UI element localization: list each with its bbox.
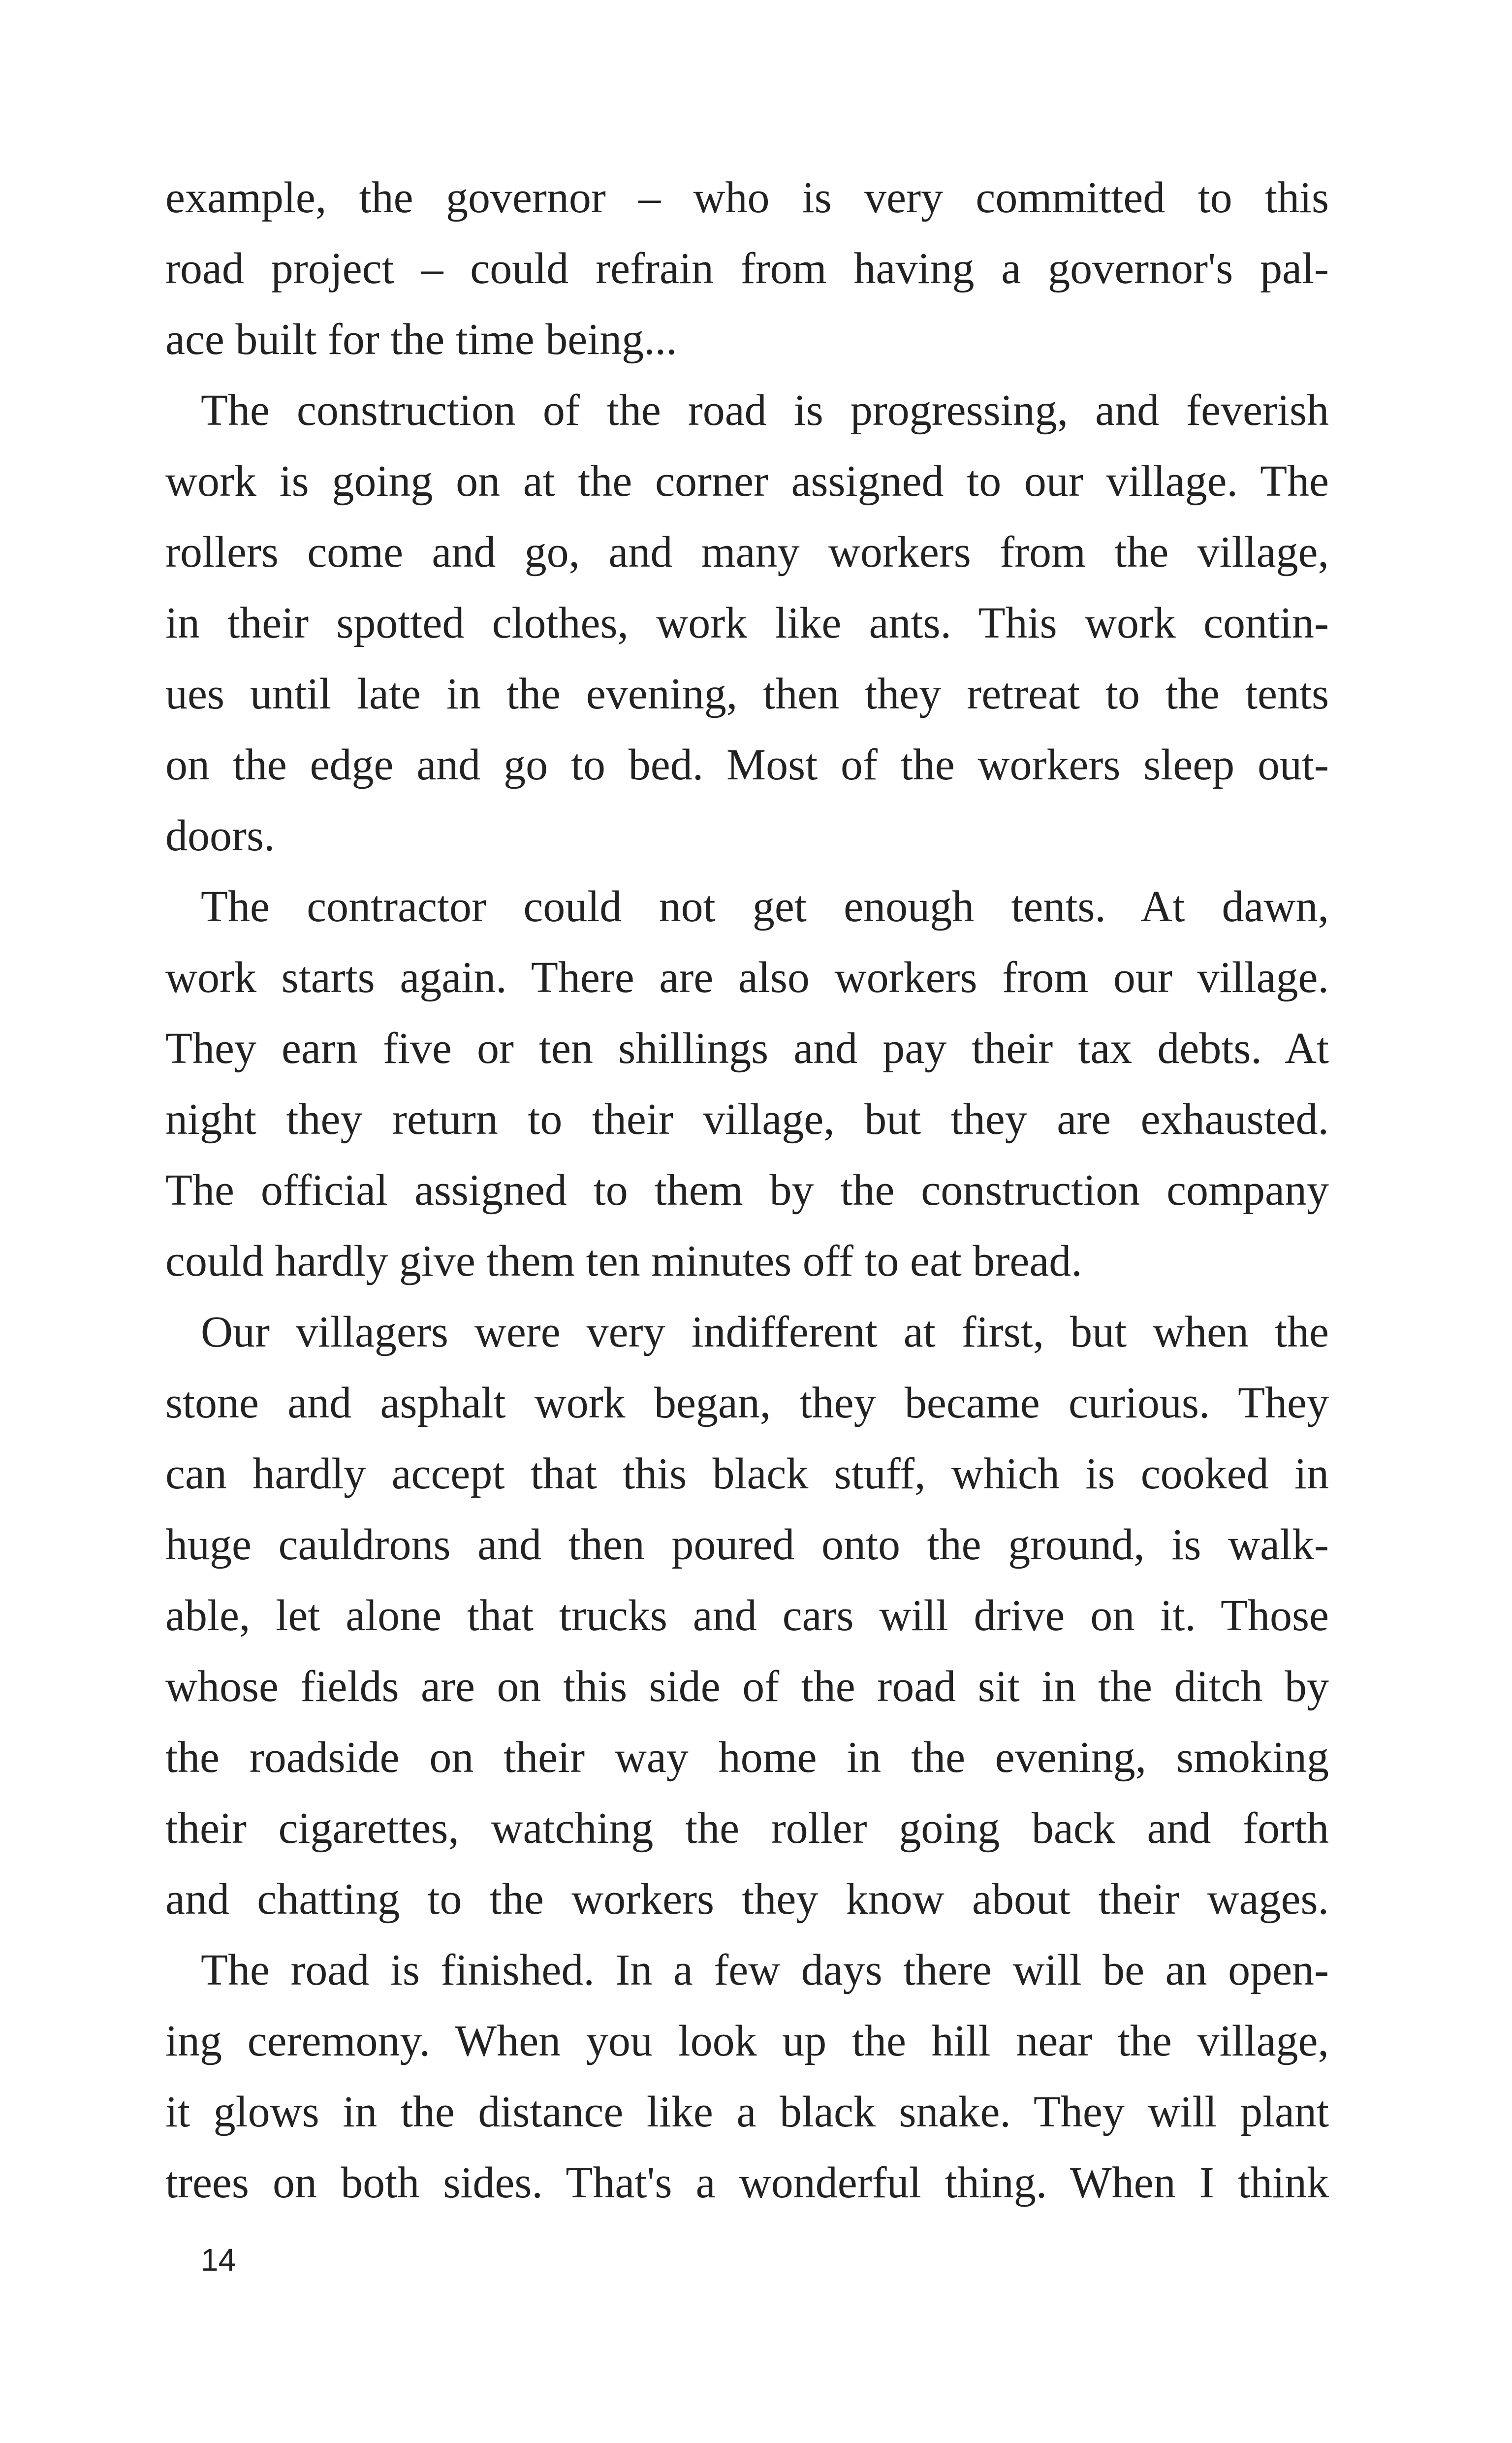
text-line: could hardly give them ten minutes off to eat bread. [165, 1237, 1082, 1286]
text-line: it glows in the distance like a black snake. They will plant [165, 2088, 1329, 2136]
text-line: The official assigned to them by the construction company [165, 1166, 1329, 1215]
text-line: whose fields are on this side of the road sit in the ditch by [165, 1662, 1329, 1711]
paragraph-first-line: Our villagers were very indifferent at first, but when the [201, 1308, 1329, 1356]
text-line: can hardly accept that this black stuff, which is cooked in [165, 1449, 1329, 1498]
text-line: ing ceremony. When you look up the hill near the village, [165, 2017, 1329, 2065]
text-line: ues until late in the evening, then they retreat to the tents [165, 670, 1329, 718]
text-line: stone and asphalt work began, they became curious. They [165, 1379, 1329, 1427]
text-line: rollers come and go, and many workers from the village, [165, 528, 1329, 577]
paragraph-first-line: The construction of the road is progressing, and feverish [201, 386, 1329, 435]
text-line: night they return to their village, but they are exhausted. [165, 1095, 1329, 1144]
page-number: 14 [201, 2242, 236, 2278]
body-text [165, 162, 1329, 2218]
text-line: able, let alone that trucks and cars will drive on it. Those [165, 1591, 1329, 1640]
text-line: on the edge and go to bed. Most of the workers sleep out- [165, 740, 1329, 789]
text-line: road project – could refrain from having a governor's pal- [165, 244, 1329, 293]
paragraph-first-line: The contractor could not get enough tents. At dawn, [201, 882, 1329, 931]
paragraph-first-line: The road is finished. In a few days there will be an open- [201, 1946, 1329, 1994]
text-line: doors. [165, 811, 275, 860]
text-line: huge cauldrons and then poured onto the ground, is walk- [165, 1520, 1329, 1569]
text-line: in their spotted clothes, work like ants. This work contin- [165, 599, 1329, 647]
text-line: example, the governor – who is very committed to this [165, 173, 1329, 222]
text-line: They earn five or ten shillings and pay their tax debts. At [165, 1024, 1329, 1073]
text-line: work is going on at the corner assigned to our village. The [165, 457, 1329, 506]
text-line: work starts again. There are also workers from our village. [165, 953, 1329, 1002]
text-line: their cigarettes, watching the roller going back and forth [165, 1804, 1329, 1853]
text-line: ace built for the time being... [165, 315, 677, 364]
text-line: the roadside on their way home in the evening, smoking [165, 1733, 1329, 1782]
text-line: and chatting to the workers they know about their wages. [165, 1875, 1329, 1924]
text-line: trees on both sides. That's a wonderful thing. When I think [165, 2158, 1329, 2207]
